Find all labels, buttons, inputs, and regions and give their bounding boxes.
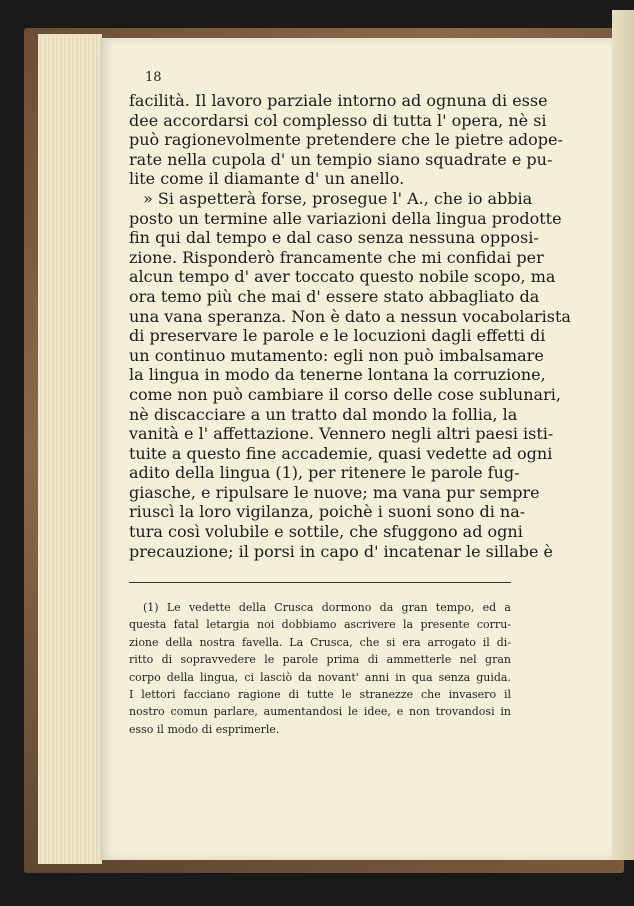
body-line: posto un termine alle variazioni della lingua prodotte — [129, 208, 562, 228]
body-line: un continuo mutamento: egli non può imbalsamare — [129, 345, 544, 365]
body-line: come non può cambiare il corso delle cose sublunari, — [129, 384, 561, 404]
right-page-edge — [612, 10, 634, 860]
body-line: adito della lingua (1), per ritenere le parole fug- — [129, 463, 520, 483]
footnote-line: questa fatal letargia noi dobbiamo ascrivere la presente corru- — [129, 618, 511, 632]
footnote-line: I lettori facciano ragione di tutte le stranezze che invasero il — [129, 688, 511, 702]
body-line: tura così volubile e sottile, che sfuggono ad ogni — [129, 522, 523, 542]
footnote-line: corpo della lingua, ci lasciò da novant' anni in qua senza guida. — [129, 670, 511, 684]
body-line: tuite a questo fine accademie, quasi vedette ad ogni — [129, 443, 553, 463]
page-stack-edges — [38, 34, 102, 864]
body-line: alcun tempo d' aver toccato questo nobile scopo, ma — [129, 267, 556, 287]
body-line: facilità. Il lavoro parziale intorno ad ognuna di esse — [129, 91, 548, 110]
footnote-line: ritto di sopravvedere le parole prima di ammetterle nel gran — [129, 653, 511, 667]
body-line: riuscì la loro vigilanza, poichè i suoni sono di na- — [129, 502, 526, 522]
body-line: lite come il diamante d' un anello. — [129, 169, 405, 189]
body-line: può ragionevolmente pretendere che le pietre adope- — [129, 130, 563, 150]
footnote-line: zione della nostra favella. La Crusca, che si era arrogato il di- — [129, 635, 511, 649]
body-line: precauzione; il porsi in capo d' incatenar le sillabe è — [129, 541, 553, 561]
body-line: zione. Risponderò francamente che mi confidai per — [129, 247, 544, 267]
body-line: ora temo più che mai d' essere stato abbagliato da — [129, 286, 540, 306]
body-line: la lingua in modo da tenerne lontana la corruzione, — [129, 365, 546, 385]
body-line: di preservare le parole e le locuzioni dagli effetti di — [129, 326, 546, 346]
footnote-line: (1) Le vedette della Crusca dormono da gran tempo, ed a — [143, 601, 511, 614]
body-text — [129, 91, 571, 561]
body-line: fin qui dal tempo e dal caso senza nessuna opposi- — [129, 228, 539, 248]
body-line: dee accordarsi col complesso di tutta l' opera, nè si — [129, 110, 547, 130]
body-line: giasche, e ripulsare le nuove; ma vana pur sempre — [129, 482, 540, 502]
page-number: 18 — [145, 70, 162, 85]
body-line: una vana speranza. Non è dato a nessun vocabolarista — [129, 306, 571, 326]
footnote-line: esso il modo di esprimerle. — [129, 722, 280, 736]
body-line: » Si aspetterà forse, prosegue l' A., che io abbia — [143, 188, 533, 208]
body-line: vanità e l' affettazione. Vennero negli altri paesi isti- — [129, 424, 554, 444]
body-line: rate nella cupola d' un tempio siano squadrate e pu- — [129, 149, 553, 169]
footnote — [129, 599, 511, 738]
footnote-rule — [129, 582, 511, 583]
body-line: nè discacciare a un tratto dal mondo la follia, la — [129, 404, 518, 424]
footnote-line: nostro comun parlare, aumentandosi le idee, e non trovandosi in — [129, 705, 511, 719]
